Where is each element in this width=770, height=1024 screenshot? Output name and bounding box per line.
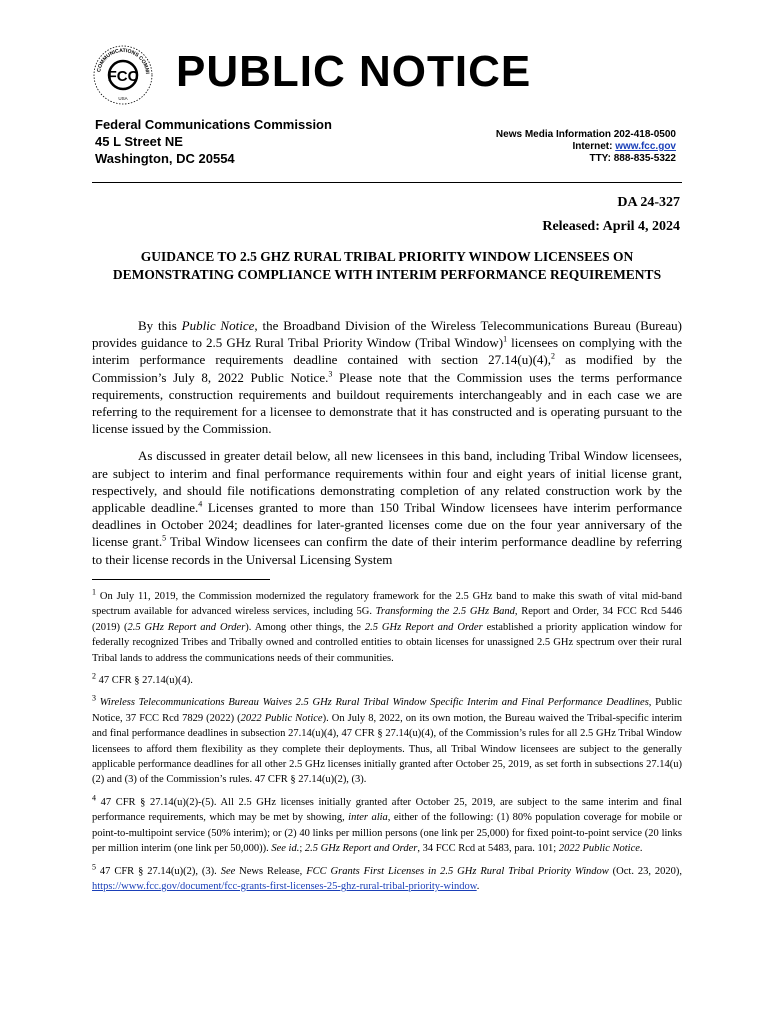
release-date: Released: April 4, 2024 (542, 219, 680, 234)
internet-label: Internet: (572, 141, 616, 152)
agency-city: Washington, DC 20554 (95, 151, 235, 166)
document-body (92, 317, 682, 578)
footnote-number: 5 (92, 862, 96, 871)
footnote: $^3$ Wireless Telecommunications Bureau Waives 2.5 GHz Rural Tribal Window Specific Interim and Final Performance Deadlines, Public Notice, 37 FCC Rcd 7829 (2022) (2022 Public Notice). On July 8, 2022, on its own motion, the Bureau waived the Tribal-specific interim and final performance deadlines in subsection 27.14(u)(4), 47 CFR § 27.14(u)(4), of the Commission’s rules for all 2.5 GHz Tribal Window licensees to afford them flexibility as they complete their deployments. Thus, all Tribal Window licensees are subject to the generally applicable performance deadlines for all other 2.5 GHz licenses initially granted after October 25, 2019, as set forth in subsections 27.14(u)(2) and (3) of the Commission’s rules. 47 CFR § 27.14(u)(2), (3). (92, 693, 682, 786)
agency-street: 45 L Street NE (95, 134, 183, 149)
footnote-number: 1 (92, 587, 96, 597)
news-release-link[interactable]: https://www.fcc.gov/document/fcc-grants-first-licenses-25-ghz-rural-tribal-priority-window (92, 880, 477, 892)
seal-usa-text: USA (118, 96, 128, 101)
footnote: $^5$ 47 CFR § 27.14(u)(2), (3). See News Release, FCC Grants First Licenses in 2.5 GHz Rural Tribal Priority Window (Oct. 23, 2020), https://www.fcc.gov/document/fcc-grants-first-licenses-25-ghz-rural-tribal-priority-window. (92, 862, 683, 892)
news-media-info: News Media Information 202-418-0500 (495, 129, 676, 140)
document-number: DA 24-327 (617, 195, 680, 210)
agency-name: Federal Communications Commission (95, 117, 332, 132)
footnote-divider (92, 579, 270, 580)
footnote: $^1$ On July 11, 2019, the Commission modernized the regulatory framework for the 2.5 GHz band to make this swath of vital mid-band spectrum available for advanced wireless services, including 5G. Transforming the 2.5 GHz Band, Report and Order, 34 FCC Rcd 5446 (2019) (2.5 GHz Report and Order). Among other things, the 2.5 GHz Report and Order established a priority application window for federally recognized Tribes and Tribally owned and controlled entities to obtain licenses for unassigned 2.5 GHz spectrum over their rural Tribal lands to address the communications needs of their communities. (92, 587, 682, 664)
seal-ring-text: COMMUNICATIONS COMMI (96, 47, 150, 75)
fcc-website-link[interactable]: www.fcc.gov (615, 141, 676, 152)
footnote-ref[interactable]: 1 (503, 334, 508, 344)
fcc-seal (92, 44, 154, 106)
footnote-ref[interactable]: 2 (551, 352, 555, 362)
contact-info (496, 129, 676, 165)
footnote: $^2$ 47 CFR § 27.14(u)(4). (92, 671, 193, 687)
page-title: PUBLIC NOTICE (176, 47, 532, 96)
footnote-number: 3 (92, 693, 96, 703)
seal-fcc-text: FCC (107, 68, 139, 85)
footnotes (92, 589, 682, 901)
tty-info: TTY: 888-835-5322 (589, 153, 676, 164)
footnote-ref[interactable]: 5 (162, 534, 167, 544)
footnote-number: 2 (92, 671, 96, 681)
document-info (542, 191, 680, 239)
internet-line (496, 141, 676, 153)
footnote-number: 4 (92, 793, 96, 803)
footnote: $^4$ 47 CFR § 27.14(u)(2)-(5). All 2.5 GHz licenses initially granted after October 25, 2019, are subject to the same interim and final performance requirements, which may be met by showing, inter alia, either of the following: (1) 80% population coverage for mobile or point-to-multipoint service (50% interim); or (2) 40 links per million persons (one link per 25,000) for fixed point-to-point service (20 links per million interim (one link per 50,000)). See id.; 2.5 GHz Report and Order, 34 FCC Rcd at 5483, para. 101; 2022 Public Notice. (92, 793, 683, 855)
paragraph: By this Public Notice, the Broadband Division of the Wireless Telecommunications Bureau (Bureau) provides guidance to 2.5 GHz Rural Tribal Priority Window (Tribal Window)$^1$ licensees on complying with the interim performance requirements deadline contained with section 27.14(u)(4),$^2$ as modified by the Commission’s July 8, 2022 Public Notice.$^3$ Please note that the Commission uses the terms performance requirements, construction requirements and buildout requirements interchangeably and in each case we are referring to the requirement for a licensee to demonstrate that it has constructed and is operating pursuant to the license issued by the Commission. (92, 318, 682, 437)
document-heading: GUIDANCE TO 2.5 GHZ RURAL TRIBAL PRIORITY WINDOW LICENSEES ON DEMONSTRATING COMPLIANCE WITH INTERIM PERFORMANCE REQUIREMENTS (112, 249, 662, 282)
paragraph: As discussed in greater detail below, all new licensees in this band, including Tribal Window licensees, are subject to interim and final performance requirements within four and eight years of initial license grant, respectively, and should file notifications demonstrating completion of any related construction work by the applicable deadline.$^4$ Licenses granted to more than 150 Tribal Window licensees have interim performance deadlines in October 2024; deadlines for later-granted licenses come due on the four year anniversary of the license grant.$^5$ Tribal Window licensees can confirm the date of their interim performance deadline by referring to their license records in the Universal Licensing System (92, 448, 682, 567)
footnote-ref[interactable]: 4 (198, 499, 203, 509)
header-divider (92, 182, 682, 183)
agency-address (95, 116, 332, 167)
footnote-ref[interactable]: 3 (328, 369, 333, 379)
